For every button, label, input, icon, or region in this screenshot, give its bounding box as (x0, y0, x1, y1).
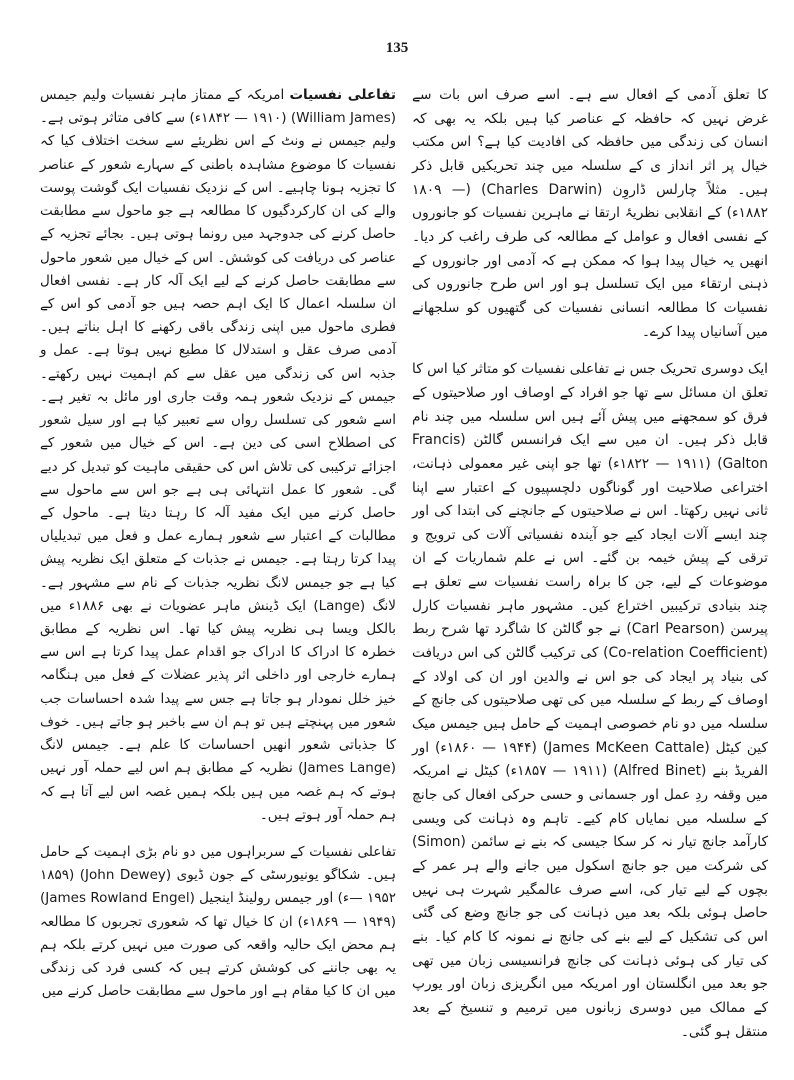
right-column (412, 84, 768, 1044)
section-heading: تفاعلی نفسیات (289, 87, 396, 103)
left-paragraph-1 (40, 84, 396, 827)
right-paragraph-1: کا تعلق آدمی کے افعال سے ہے۔ اسے صرف اس بات سے غرض نہیں کہ حافظہ کے عناصر کیا ہیں بلکہ یہ بھی کہ انسان کی زندگی میں حافظہ کی افادیت کیا ہے؟ اس مکتب خیال پر اثر انداز ی کے سلسلہ میں چند تحریکیں قابل ذکر ہیں۔ مثلاً چارلس ڈاروِن (Charles Darwin) (۱۸۰۹ — ۱۸۸۲ء) کے انقلابی نظریۂ ارتقا نے ماہرین نفسیات کو جانوروں کے نفسی افعال و عوامل کے مطالعہ کی طرف راغب کر دیا۔ انھیں یہ خیال پیدا ہوا کہ ممکن ہے کہ آدمی اور جانوروں کے ذہنی ارتقاء میں ایک تسلسل ہو اور اس طرح جانوروں کی نفسیات کا مطالعہ انسانی نفسیات کی گتھیوں کو سلجھانے میں آسانیاں پیدا کرے۔ (412, 87, 768, 340)
left-column (40, 84, 396, 1004)
right-paragraph-2: ایک دوسری تحریک جس نے تفاعلی نفسیات کو متاثر کیا اس کا تعلق ان مسائل سے تھا جو افراد کے اوصاف اور صلاحیتوں کے فرق کو سمجھنے میں پیش آئے ہیں اس سلسلہ میں چند نام قابل ذکر ہیں۔ ان میں سے ایک فرانسس گالٹن (Francis Galton) (۱۸۲۲ — ۱۹۱۱ء) تھا جو اپنی غیر معمولی ذہانت، اختراعی صلاحیت اور گوناگوں دلچسپیوں کے اعتبار سے اپنا ثانی نہیں رکھتا۔ اس نے صلاحیتوں کے جانچنے کی ابتدا کی اور چند ایسے آلات ایجاد کیے جو آیندہ نفسیاتی آلات کی ترویج و ترقی کے پیش خیمہ بن گئے۔ اس نے علم شماریات کے ان موضوعات کے لیے، جن کا براہ راست نفسیات سے تعلق ہے چند بنیادی ترکیبیں اختراع کیں۔ مشہور ماہر نفسیات کارل پیرسن (Carl Pearson) نے جو گالٹن کا شاگرد تھا شرح ربط (Co-relation Coefficient) کی ترکیب گالٹن کی اس دریافت کی بنیاد پر ایجاد کی جو اس نے والدین اور ان کی اولاد کے اوصاف کے ربط کے سلسلہ میں کی تھی صلاحیتوں کی جانچ کے سلسلہ میں دو نام خصوصی اہمیت کے حامل ہیں جیمس میک کین کیٹل (James McKeen Cattale) (۱۸۶۰ — ۱۹۴۴ء) اور الفریڈ بنے (Alfred Binet) (۱۸۵۷ — ۱۹۱۱ء) کیٹل نے امریکہ میں وقفہ ردِ عمل اور جسمانی و حسی حرکی افعال کی جانچ کے سلسلہ میں نمایاں کام کیے۔ تاہم وہ ذہانت کی ویسی کارآمد جانچ تیار نہ کر سکا جیسی کہ بنے نے سائمن (Simon) کی شرکت میں جو جانچ اسکول میں جانے والے ہر عمر کے بچوں کے لیے تیار کی، اسے صرف عالمگیر شہرت ہی نہیں حاصل ہوئی بلکہ بعد میں ذہانت کی جو جانچ وضع کی گئی اس کی تشکیل کے لیے بنے کی جانچ نے نمونہ کا کام کیا۔ بنے کی تیار کی ہوئی ذہانت کی جانچ فرانسیسی زبان میں تھی جو بعد میں انگلستان اور امریکہ میں انگریزی زبان اور یورپ کے ممالک میں دوسری زبانوں میں ترمیم و تنسیخ کے بعد منتقل ہو گئی۔ (412, 361, 768, 1040)
left-paragraph-1-text: امریکہ کے ممتاز ماہر نفسیات ولیم جیمس (William James) (۱۸۴۲ — ۱۹۱۰ء) سے کافی متاثر ہوتی ہے۔ ولیم جیمس نے ونٹ کے اس نظریئے سے سخت اختلاف کیا کہ نفسیات کا موضوع مشاہدہ باطنی کے سہارے شعور کے عناصر کا تجزیہ ہونا چاہیے۔ اس کے نزدیک نفسیات ایک گوشت پوست والے کی ان کارکردگیوں کا مطالعہ ہے جو ماحول سے مطابقت حاصل کرنے کی جدوجہد میں رونما ہوتی ہیں۔ بجائے تجزیہ کے عناصر کی دریافت کی کوشش۔ اس کے خیال میں شعور ماحول سے مطابقت حاصل کرنے کے لیے ایک آلہ کار ہے۔ نفسی افعال ان سلسلہ اعمال کا ایک اہم حصہ ہیں جو آدمی کو اس کے فطری ماحول میں اپنی زندگی باقی رکھنے کا اہل بناتے ہیں۔ آدمی صرف عقل و استدلال کا مطیع نہیں ہوتا ہے۔ عمل و جذبہ اس کی زندگی میں عقل سے کم اہمیت نہیں رکھتے۔ جیمس کے نزدیک شعور ہمہ وقت جاری اور مائل بہ تغیر ہے۔ اسے شعور کی تسلسل رواں سے تعبیر کیا ہے اور سیل شعور کی اصطلاح اسی کی دین ہے۔ اس کے خیال میں شعور کے اجزائے ترکیبی کی تلاش اس کی حقیقی ماہیت کو تبدیل کر دیے گی۔ شعور کا عمل انتہائی ہی ہے جو اس سے ماحول سے حاصل کرنے میں ایک مفید آلہ کا رہتا دیتا ہے۔ ماحول کے مطالبات کے اعتبار سے شعور ہمارے عمل و فعل میں تبدیلیاں پیدا کرتا رہتا ہے۔ جیمس نے جذبات کے متعلق ایک نظریہ پیش کیا ہے جو جیمس لانگ نظریہ جذبات کے نام سے مشہور ہے۔ لانگ (Lange) ایک ڈینش ماہر عضویات نے بھی ۱۸۸۶ء میں بالکل ویسا ہی نظریہ پیش کیا تھا۔ اس نظریہ کے مطابق خطرہ کا ادراک کا ادراک جو اقدام عمل پیدا کرتا ہے اس سے ہمارے خارجی اور داخلی اثر پذیر عضلات کے فعل میں ہنگامہ خیز خلل نمودار ہو جاتا ہے جس سے پیدا شدہ احساسات جب شعور میں پہنچتے ہیں تو ہم ان سے باخبر ہو جاتے ہیں۔ خوف کا جذباتی شعور انھیں احساسات کا علم ہے۔ جیمس لانگ (James Lange) نظریہ کے مطابق ہم اس لیے حملہ آور نہیں ہوتے کہ ہم غصہ میں ہیں بلکہ ہمیں غصہ اس لیے آتا ہے کہ ہم حملہ آور ہوتے ہیں۔ (40, 87, 397, 823)
left-paragraph-2: تفاعلی نفسیات کے سربراہوں میں دو نام بڑی اہمیت کے حامل ہیں۔ شکاگو یونیورسٹی کے جون ڈیوی (John Dewey) (۱۸۵۹ — ۱۹۵۲ء) اور جیمس رولینڈ اینجیل (James Rowland Engel) (۱۸۶۹ — ۱۹۴۹ء) ان کا خیال تھا کہ شعوری تجربوں کا مطالعہ ہم محض ایک حالیہ واقعہ کی صورت میں نہیں کرتے بلکہ ہم یہ بھی جاننے کی کوشش کرتے ہیں کہ کسی فرد کی زندگی میں ان کا کیا مقام ہے اور ماحول سے مطابقت حاصل کرنے میں (40, 844, 397, 1000)
page-number: 135 (385, 40, 409, 56)
